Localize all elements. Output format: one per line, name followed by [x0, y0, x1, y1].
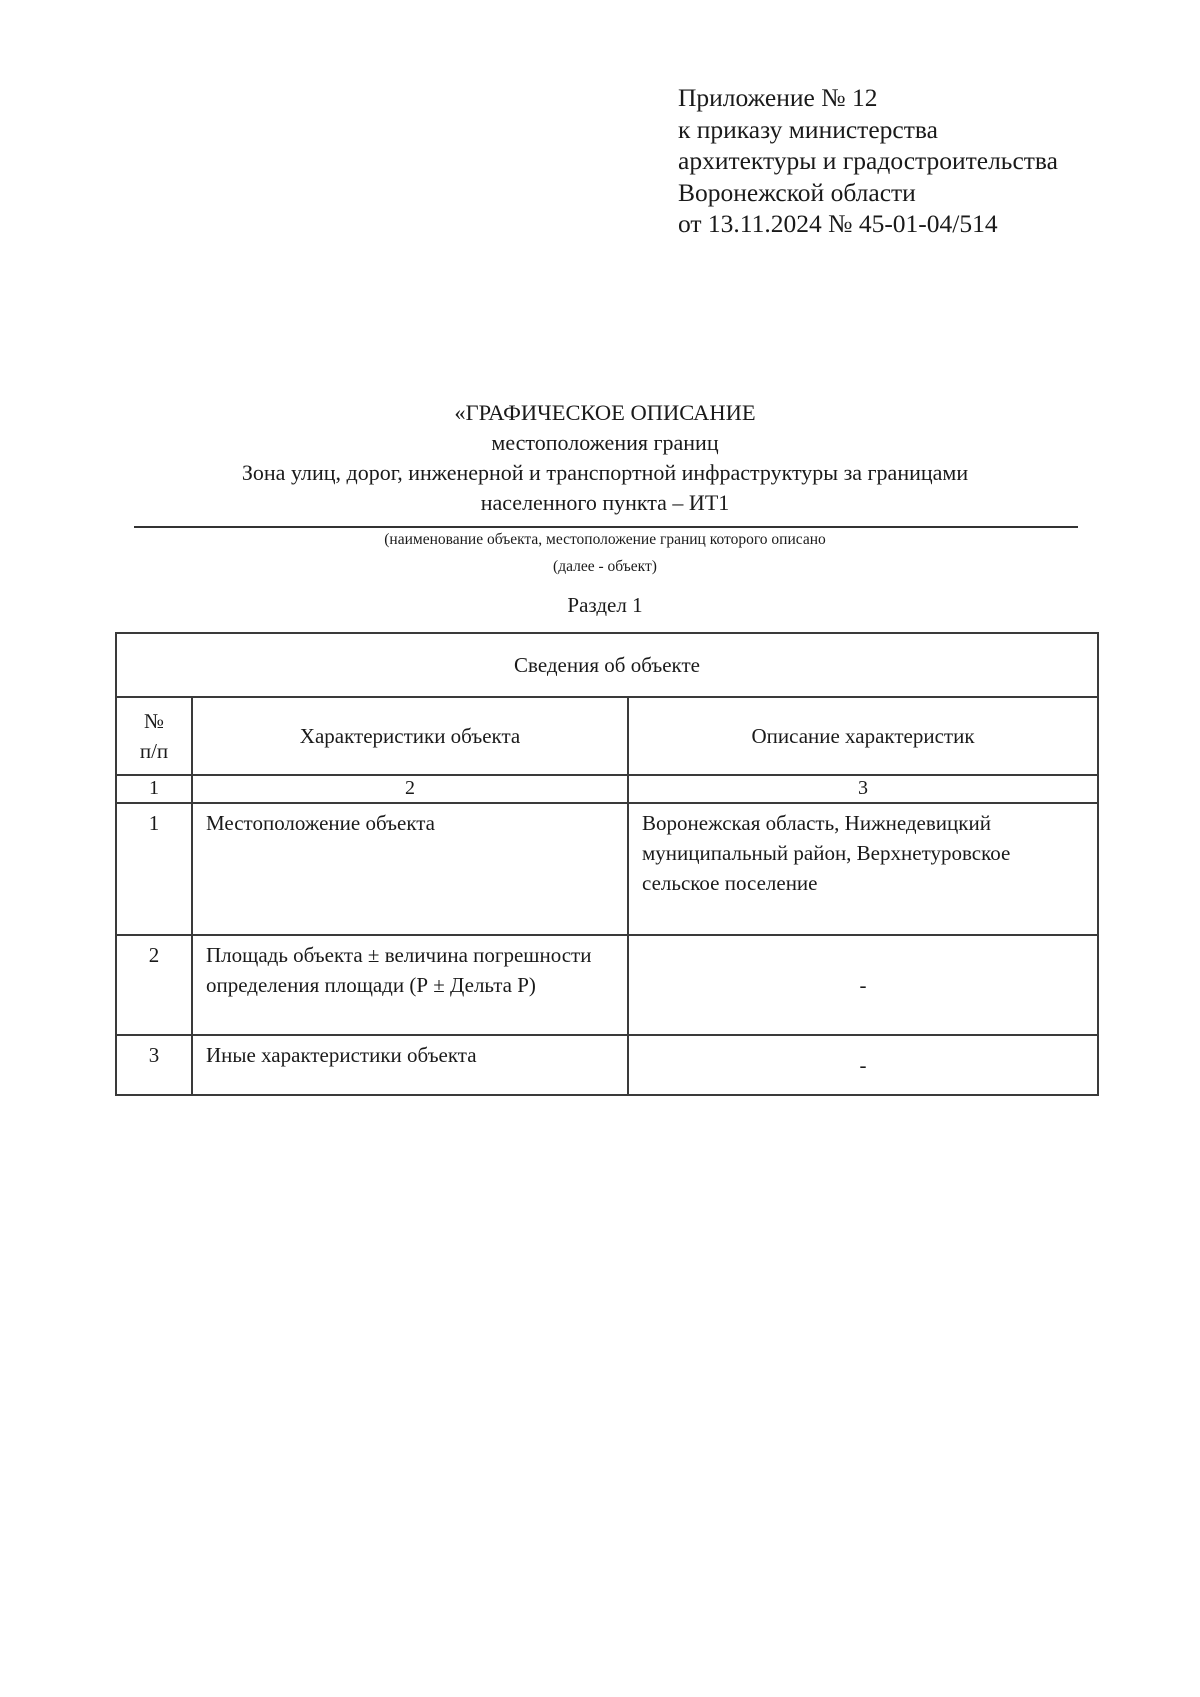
title-line: «ГРАФИЧЕСКОЕ ОПИСАНИЕ [454, 400, 756, 425]
column-number: 3 [628, 775, 1098, 803]
row-description: Воронежская область, Нижнедевицкий муниципальный район, Верхнетуровское сельское поселение [628, 803, 1098, 935]
appendix-line: от 13.11.2024 № 45-01-04/514 [678, 209, 998, 238]
header-description: Описание характеристик [628, 697, 1098, 775]
table-row [116, 1035, 1098, 1095]
table-caption: Сведения об объекте [116, 633, 1098, 697]
object-info-table [115, 632, 1099, 1096]
header-characteristic: Характеристики объекта [192, 697, 628, 775]
row-characteristic: Местоположение объекта [192, 803, 628, 935]
appendix-line: Воронежской области [678, 177, 916, 207]
row-description: - [628, 1035, 1098, 1095]
row-characteristic: Площадь объекта ± величина погрешности определения площади (Р ± Дельта Р) [192, 935, 628, 1035]
row-num: 1 [116, 803, 192, 935]
column-number-row [116, 775, 1098, 803]
header-num [116, 697, 192, 775]
row-num: 2 [116, 935, 192, 1035]
appendix-line: Приложение № 12 [678, 83, 878, 112]
row-description: - [628, 935, 1098, 1035]
table-row [116, 935, 1098, 1035]
row-num: 3 [116, 1035, 192, 1095]
section-label: Раздел 1 [567, 593, 643, 617]
header-num-line: п/п [139, 739, 169, 763]
table-row [116, 803, 1098, 935]
object-caption: (далее - объект) [553, 558, 657, 575]
table-header-row [116, 697, 1098, 775]
column-number: 2 [192, 775, 628, 803]
header-num-line: № [143, 709, 165, 733]
appendix-block [678, 82, 1138, 240]
object-caption: (наименование объекта, местоположение границ которого описано [384, 531, 826, 548]
title-line: населенного пункта – ИТ1 [480, 490, 730, 515]
title-line: местоположения границ [491, 430, 719, 455]
column-number: 1 [116, 775, 192, 803]
appendix-line: к приказу министерства [678, 114, 938, 144]
title-line: Зона улиц, дорог, инженерной и транспортной инфраструктуры за границами [241, 460, 969, 485]
row-characteristic: Иные характеристики объекта [192, 1035, 628, 1095]
document-title [0, 398, 1200, 518]
title-underline [134, 526, 1078, 528]
appendix-line: архитектуры и градостроительства [678, 146, 1058, 175]
